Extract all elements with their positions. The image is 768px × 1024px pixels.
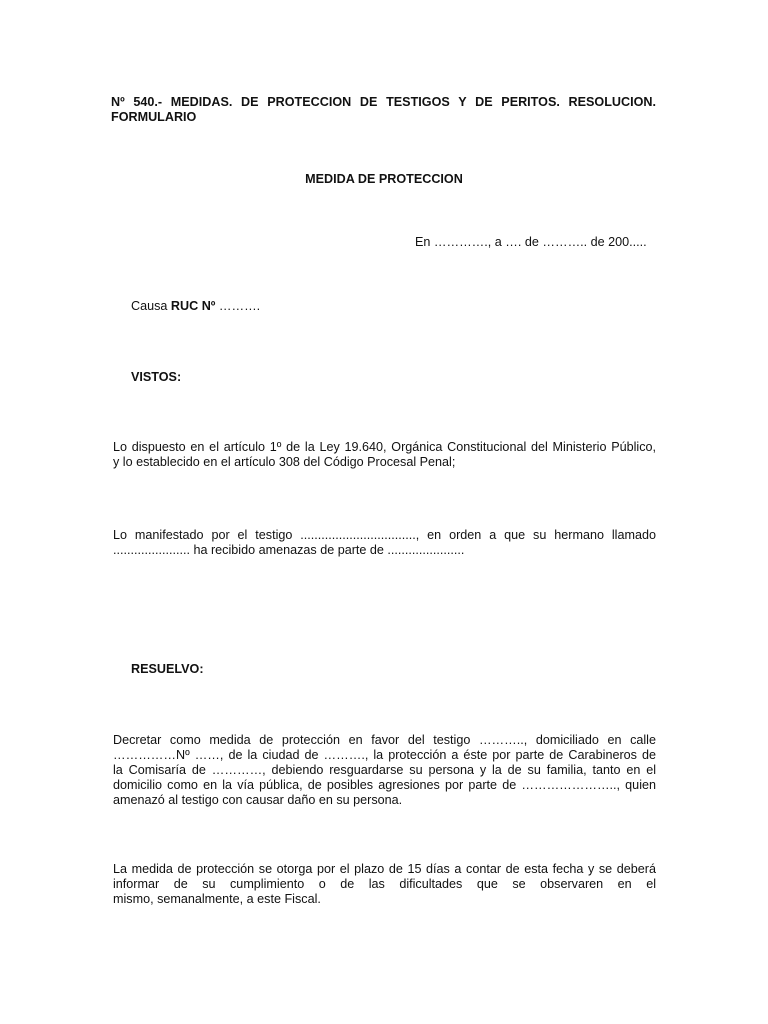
paragraph-line: ……………Nº ……, de la ciudad de ………., la protección a éste por parte de Carabineros de bbox=[113, 748, 656, 762]
paragraph-line: y lo establecido en el artículo 308 del Código Procesal Penal; bbox=[113, 455, 456, 469]
resuelvo-paragraph-1 bbox=[113, 733, 656, 808]
paragraph-line: informar de su cumplimiento o de las dificultades que se observaren en el bbox=[113, 877, 656, 891]
causa-prefix: Causa bbox=[131, 299, 171, 313]
causa-line bbox=[131, 299, 260, 314]
paragraph-line: amenazó al testigo con causar daño en su persona. bbox=[113, 793, 403, 807]
paragraph-line: la Comisaría de …………, debiendo resguardarse su persona y la de su familia, tanto en el bbox=[113, 763, 656, 777]
heading-line-1: Nº 540.- MEDIDAS. DE PROTECCION DE TESTIGOS Y DE PERITOS. RESOLUCION. bbox=[111, 95, 656, 109]
document-title: MEDIDA DE PROTECCION bbox=[305, 172, 463, 186]
paragraph-line: mismo, semanalmente, a este Fiscal. bbox=[113, 892, 321, 906]
paragraph-line: domicilio como en la vía pública, de posibles agresiones por parte de ………………….., quien bbox=[113, 778, 656, 792]
paragraph-line: La medida de protección se otorga por el plazo de 15 días a contar de esta fecha y se deberá bbox=[113, 862, 656, 876]
heading-line-2: FORMULARIO bbox=[111, 110, 197, 124]
resuelvo-label: RESUELVO: bbox=[131, 662, 204, 676]
causa-suffix: ………. bbox=[215, 299, 261, 313]
resuelvo-paragraph-2 bbox=[113, 862, 656, 907]
causa-ruc-label: RUC Nº bbox=[170, 299, 216, 313]
paragraph-line: Decretar como medida de protección en favor del testigo ……….., domiciliado en calle bbox=[113, 733, 656, 747]
vistos-paragraph-2 bbox=[113, 528, 656, 558]
vistos-paragraph-1 bbox=[113, 440, 656, 470]
vistos-label: VISTOS: bbox=[131, 370, 182, 384]
paragraph-line: Lo manifestado por el testigo ................................., en orden a que su hermano llamado bbox=[113, 528, 656, 542]
document-heading bbox=[111, 95, 656, 125]
paragraph-line: Lo dispuesto en el artículo 1º de la Ley 19.640, Orgánica Constitucional del Ministerio Público, bbox=[113, 440, 656, 454]
date-line: En …………., a …. de ……….. de 200..... bbox=[415, 235, 647, 249]
paragraph-line: ...................... ha recibido amenazas de parte de ...................... bbox=[113, 543, 465, 557]
